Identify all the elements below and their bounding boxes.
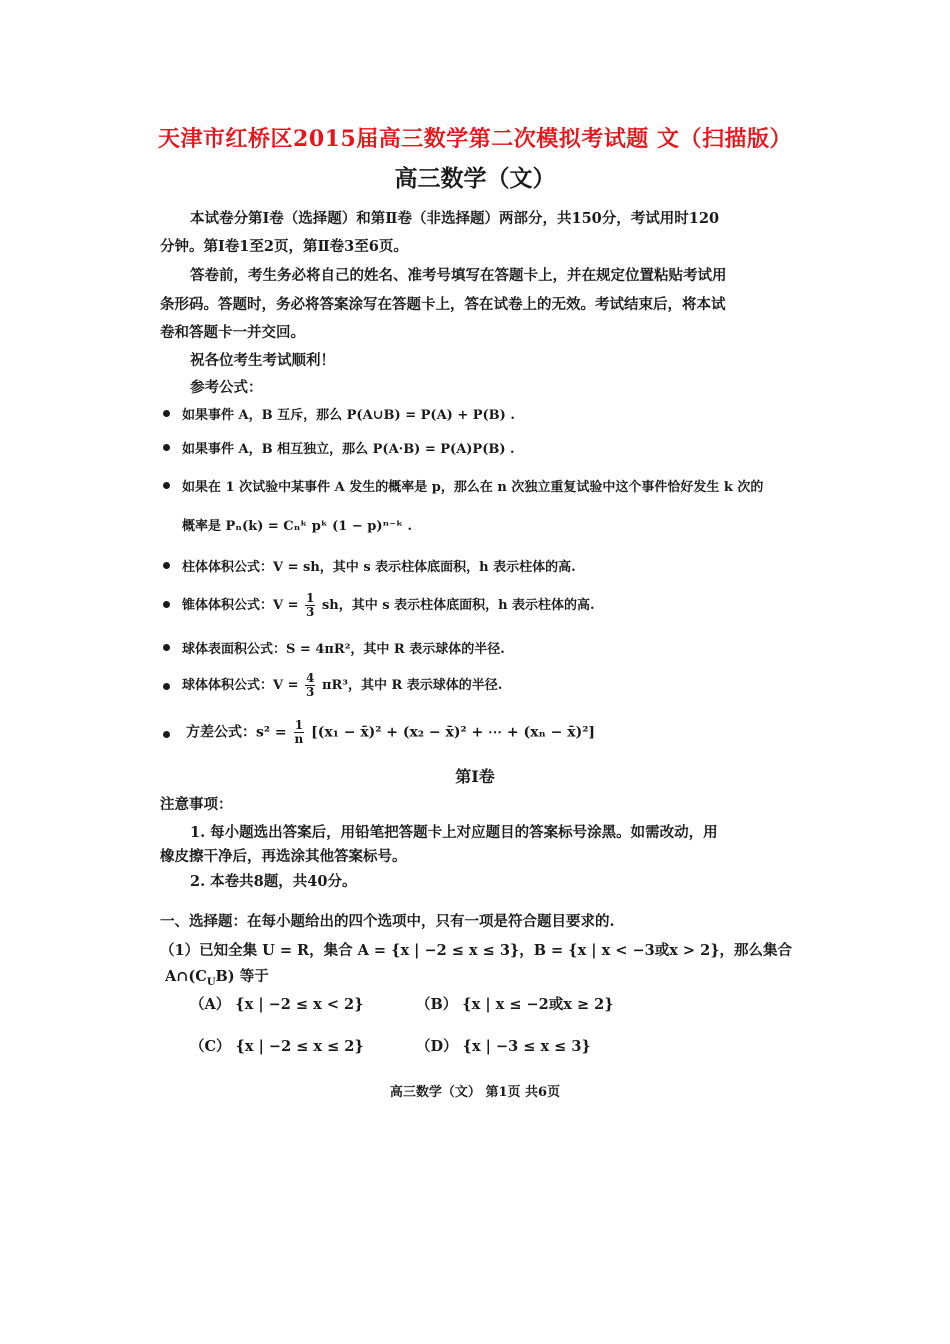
fraction-four-thirds [305,672,315,699]
formula-sphere-surface: 球体表面积公式：S = 4πR²，其中 R 表示球体的半径. [182,642,505,657]
question-1-stem-line-2 [165,965,269,988]
fraction-one-third [305,592,315,619]
fraction-numerator: 1 [306,591,315,605]
fraction-denominator: 3 [306,605,315,619]
page-footer: 高三数学（文） 第1页 共6页 [389,1085,561,1100]
formula-cone-volume [182,592,595,619]
formula-binomial-line-1: 如果在 1 次试验中某事件 A 发生的概率是 p，那么在 n 次独立重复试验中这个事件恰好发生 k 次的 [182,480,764,495]
bullet-icon [163,444,170,451]
option-c[interactable]: （C） {x | −2 ≤ x ≤ 2} [190,1038,364,1055]
bullet-icon [163,601,170,608]
intro-line-2: 分钟。第Ⅰ卷1至2页，第Ⅱ卷3至6页。 [160,238,408,255]
fraction-denominator: 3 [306,685,315,699]
note-1-line-2: 橡皮擦干净后，再选涂其他答案标号。 [160,848,407,865]
formula-binomial-line-2: 概率是 Pₙ(k) = Cₙᵏ pᵏ (1 − p)ⁿ⁻ᵏ . [182,519,412,534]
note-1-line-1: 1. 每小题选出答案后，用铅笔把答题卡上对应题目的答案标号涂黑。如需改动，用 [190,824,718,841]
bullet-icon [163,644,170,651]
intro-line-5: 卷和答题卡一并交回。 [160,324,305,341]
formula-sphere-volume-suffix: πR³，其中 R 表示球体的半径. [321,678,503,693]
question-1-stem-end: B) 等于 [215,968,269,985]
question-1-stem-line-1: （1）已知全集 U = R，集合 A = {x | −2 ≤ x ≤ 3}，B = {x | x < −3或x > 2}，那么集合 [160,942,793,959]
intro-line-4: 条形码。答题时，务必将答案涂写在答题卡上，答在试卷上的无效。考试结束后，将本试 [160,296,726,313]
formula-cone-volume-suffix: sh，其中 s 表示柱体底面积，h 表示柱体的高. [321,598,595,613]
bullet-icon [163,482,170,489]
section-heading-part-1: 第Ⅰ卷 [455,767,495,786]
bullet-icon [163,562,170,569]
formula-variance-suffix: [(x₁ − x̄)² + (x₂ − x̄)² + ⋯ + (xₙ − x̄)²] [311,724,595,741]
reference-formulas-heading: 参考公式： [190,379,263,396]
intro-line-6: 祝各位考生考试顺利！ [190,352,335,369]
notes-heading: 注意事项： [160,796,233,813]
option-a[interactable]: （A） {x | −2 ≤ x < 2} [190,996,364,1013]
intro-line-1: 本试卷分第Ⅰ卷（选择题）和第Ⅱ卷（非选择题）两部分，共150分，考试用时120 [190,210,720,227]
fraction-numerator: 1 [294,718,304,732]
fraction-denominator: n [294,732,304,746]
question-1-stem-start: A∩(C [165,968,207,985]
part-1-instructions: 一、选择题：在每小题给出的四个选项中，只有一项是符合题目要求的. [160,913,615,930]
formula-variance-prefix: 方差公式：s² = [186,724,287,741]
note-2: 2. 本卷共8题，共40分。 [190,873,357,890]
document-title: 天津市红桥区2015届高三数学第二次模拟考试题 文（扫描版） [158,126,792,152]
bullet-icon [163,731,170,738]
formula-exclusive-events: 如果事件 A，B 互斥，那么 P(A∪B) = P(A) + P(B) . [182,408,515,423]
fraction-numerator: 4 [306,671,315,685]
complement-subscript: U [206,976,216,988]
formula-prism-volume: 柱体体积公式：V = sh，其中 s 表示柱体底面积，h 表示柱体的高. [182,560,576,575]
bullet-icon [163,410,170,417]
formula-sphere-volume [182,672,502,699]
fraction-one-over-n [294,719,305,746]
intro-line-3: 答卷前，考生务必将自己的姓名、准考号填写在答题卡上，并在规定位置粘贴考试用 [190,267,727,284]
formula-variance [186,719,595,746]
formula-sphere-volume-prefix: 球体体积公式：V = [182,678,299,693]
option-b[interactable]: （B） {x | x ≤ −2或x ≥ 2} [416,996,614,1013]
bullet-icon [163,683,170,690]
formula-independent-events: 如果事件 A，B 相互独立，那么 P(A·B) = P(A)P(B) . [182,442,515,457]
option-d[interactable]: （D） {x | −3 ≤ x ≤ 3} [416,1038,591,1055]
formula-cone-volume-prefix: 锥体体积公式：V = [182,598,299,613]
exam-subtitle: 高三数学（文） [394,165,556,192]
